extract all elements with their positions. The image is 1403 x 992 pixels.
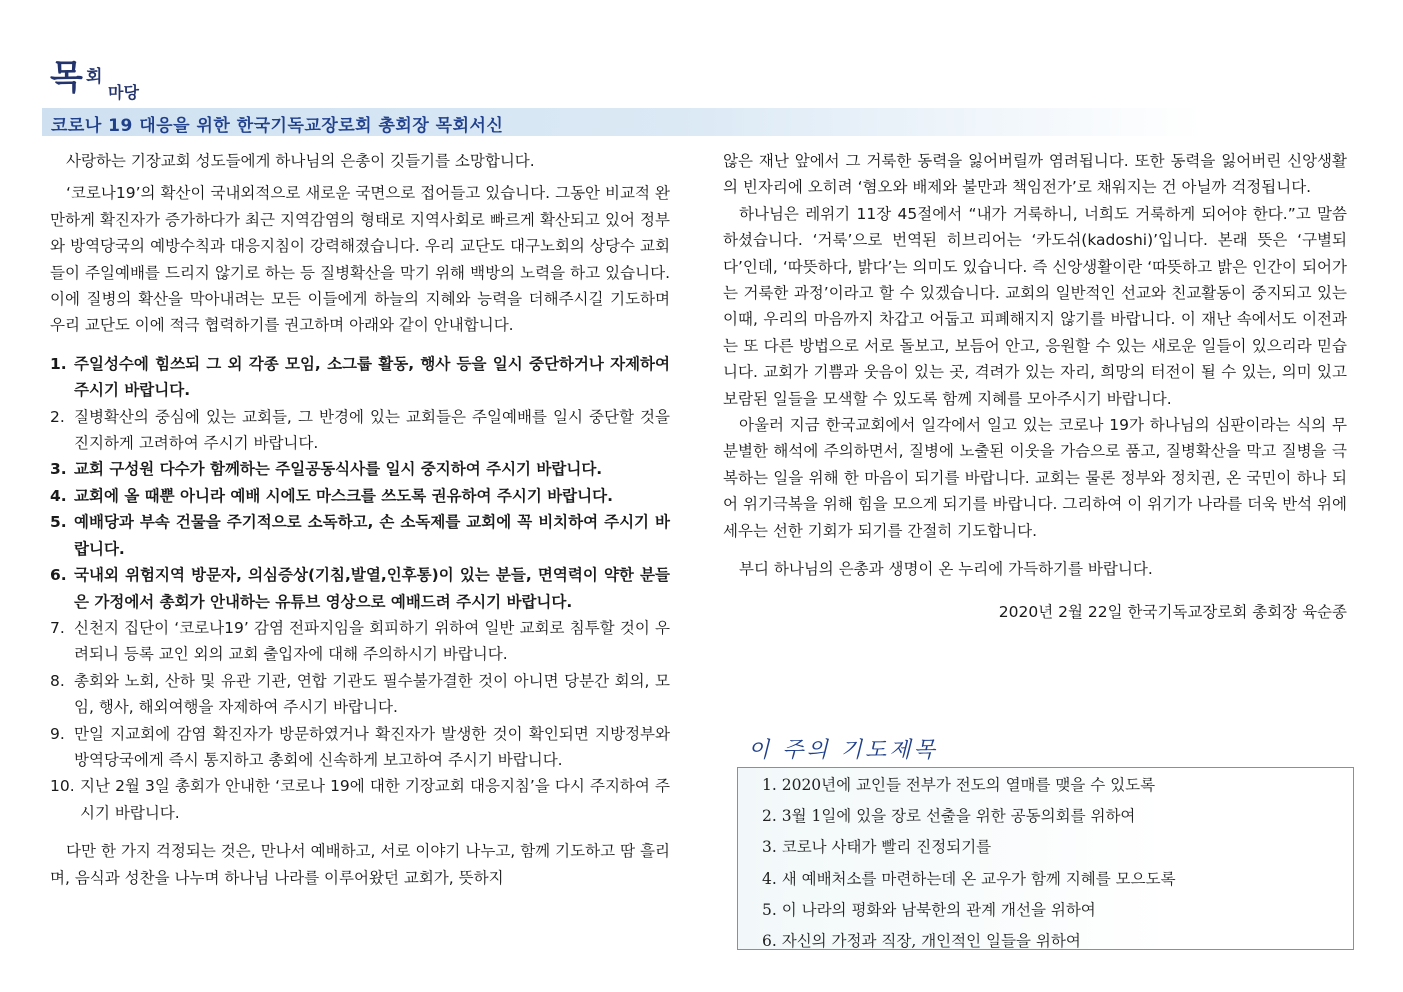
right-column [723,148,1347,625]
list-item: 2. 질병확산의 중심에 있는 교회들, 그 반경에 있는 교회들은 주일예배를 일시 중단할 것을 진지하게 고려하여 주시기 바랍니다. [50,407,670,453]
prayer-item: 4. 새 예배처소를 마련하는데 온 교우가 함께 지혜를 모으도록 [762,869,1176,888]
judgment-paragraph: 아울러 지금 한국교회에서 일각에서 일고 있는 코로나 19가 하나님의 심판이라는 식의 무분별한 해석에 주의하면서, 질병에 노출된 이웃을 가슴으로 품고, 질병확산을 막고 질병을 극복하는 일을 위해 한 마음이 되기를 바랍니다. 교회는 물론 정부와 정치권, 온 국민이 하나 되어 위기극복을 위해 힘을 모으게 되기를 바랍니다. 그리하여 이 위기가 나라를 더욱 반석 위에 세우는 선한 기회가 되기를 간절히 기도합니다. [723,416,1347,540]
list-item: 5. 예배당과 부속 건물을 주기적으로 소독하고, 손 소독제를 교회에 꼭 비치하여 주시기 바랍니다. [50,513,670,558]
section-logo [50,50,210,100]
list-item: 9. 만일 지교회에 감염 확진자가 방문하였거나 확진자가 발생한 것이 확인되면 지방정부와 방역당국에게 즉시 통지하고 총회에 신속하게 보고하여 주시기 바랍니다. [50,724,670,769]
prayer-item: 6. 자신의 가정과 직장, 개인적인 일들을 위하여 [762,931,1081,950]
list-item: 7. 신천지 집단이 ‘코로나19’ 감염 전파지임을 회피하기 위하여 일반 교회로 침투할 것이 우려되니 등록 교인 외의 교회 출입자에 대해 주의하시기 바랍니다. [50,618,670,664]
prayer-item: 3. 코로나 사태가 빨리 진정되기를 [762,838,992,857]
prayer-list [738,768,1353,957]
list-item: 3. 교회 구성원 다수가 함께하는 주일공동식사를 일시 중지하여 주시기 바랍니다. [50,460,603,479]
title-bar [42,108,1202,136]
greeting-paragraph: 사랑하는 기장교회 성도들에게 하나님의 은총이 깃들기를 소망합니다. [66,152,535,170]
page-title: 코로나 19 대응을 위한 한국기독교장로회 총회장 목회서신 [51,116,504,136]
left-column [50,148,670,891]
list-item: 6. 국내외 위험지역 방문자, 의심증상(기침,발열,인후통)이 있는 분들, 면역력이 약한 분들은 가정에서 총회가 안내하는 유튜브 영상으로 예배드려 주시기 바랍니다. [50,566,670,611]
prayer-item: 2. 3월 1일에 있을 장로 선출을 위한 공동의회를 위하여 [762,807,1136,826]
signature-line: 2020년 2월 22일 한국기독교장로회 총회장 육순종 [998,602,1347,621]
logo-word: 마당 [108,83,139,102]
guideline-list [50,351,670,826]
list-item: 4. 교회에 올 때뿐 아니라 예배 시에도 마스크를 쓰도록 권유하여 주시기 바랍니다. [50,486,613,505]
list-item: 1. 주일성수에 힘쓰되 그 외 각종 모임, 소그룹 활동, 행사 등을 일시 중단하거나 자제하여 주시기 바랍니다. [50,354,670,400]
prayer-item: 5. 이 나라의 평화와 남북한의 관계 개선을 위하여 [762,900,1096,919]
logo-char-2: 회 [86,67,103,87]
closing-paragraph-start: 다만 한 가지 걱정되는 것은, 만나서 예배하고, 서로 이야기 나누고, 함께 기도하고 땀 흘리며, 음식과 성찬을 나누며 하나님 나라를 이루어왔던 교회가, 뜻하지 [50,842,670,887]
prayer-list-box [737,767,1354,950]
list-item: 8. 총회와 노회, 산하 및 유관 기관, 연합 기관도 필수불가결한 것이 아니면 당분간 회의, 모임, 행사, 해외여행을 자제하여 주시기 바랍니다. [50,671,670,717]
blessing-paragraph: 부디 하나님의 은총과 생명이 온 누리에 가득하기를 바랍니다. [739,560,1153,579]
prayer-heading: 이 주의 기도제목 [748,738,938,763]
prayer-item: 1. 2020년에 교인들 전부가 전도의 열매를 맺을 수 있도록 [762,776,1156,794]
intro-paragraph: ‘코로나19’의 확산이 국내외적으로 새로운 국면으로 접어들고 있습니다. 그동안 비교적 완만하게 확진자가 증가하다가 최근 지역감염의 형태로 지역사회로 빠르게 확산되고 있어 정부와 방역당국의 예방수칙과 대응지침이 강력해졌습니다. 우리 교단도 대구노회의 상당수 교회들이 주일예배를 드리지 않기로 하는 등 질병확산을 막기 위해 백방의 노력을 하고 있습니다. 이에 질병의 확산을 막아내려는 모든 이들에게 하늘의 지혜와 능력을 더해주시길 기도하며 우리 교단도 이에 적극 협력하기를 권고하며 아래와 같이 안내합니다. [50,184,670,335]
list-item: 10. 지난 2월 3일 총회가 안내한 ‘코로나 19에 대한 기장교회 대응지침’을 다시 주지하여 주시기 바랍니다. [50,777,670,822]
logo-char-1: 목 [50,58,83,98]
closing-paragraph-continued: 않은 재난 앞에서 그 거룩한 동력을 잃어버릴까 염려됩니다. 또한 동력을 잃어버린 신앙생활의 빈자리에 오히려 ‘혐오와 배제와 불만과 책임전가’로 채워지는 건 아닐까 걱정됩니다. [723,152,1347,197]
holiness-paragraph: 하나님은 레위기 11장 45절에서 “내가 거룩하니, 너희도 거룩하게 되어야 한다.”고 말씀하셨습니다. ‘거룩’으로 번역된 히브리어는 ‘카도쉬(kadoshi)’입니다. 본래 뜻은 ‘구별되다’인데, ‘따뜻하다, 밝다’는 의미도 있습니다. 즉 신앙생활이란 ‘따뜻하고 밝은 인간이 되어가는 거룩한 과정’이라고 할 수 있겠습니다. 교회의 일반적인 선교와 친교활동이 중지되고 있는 이때, 우리의 마음까지 차갑고 어둡고 피폐해지지 않기를 바랍니다. 이 재난 속에서도 이전과는 또 다른 방법으로 서로 돌보고, 보듬어 안고, 응원할 수 있는 새로운 일들이 있으리라 믿습니다. 교회가 기쁨과 웃음이 있는 곳, 격려가 있는 자리, 희망의 터전이 될 수 있는, 의미 있고 보람된 일들을 모색할 수 있도록 함께 지혜를 모아주시기 바랍니다. [723,204,1347,408]
